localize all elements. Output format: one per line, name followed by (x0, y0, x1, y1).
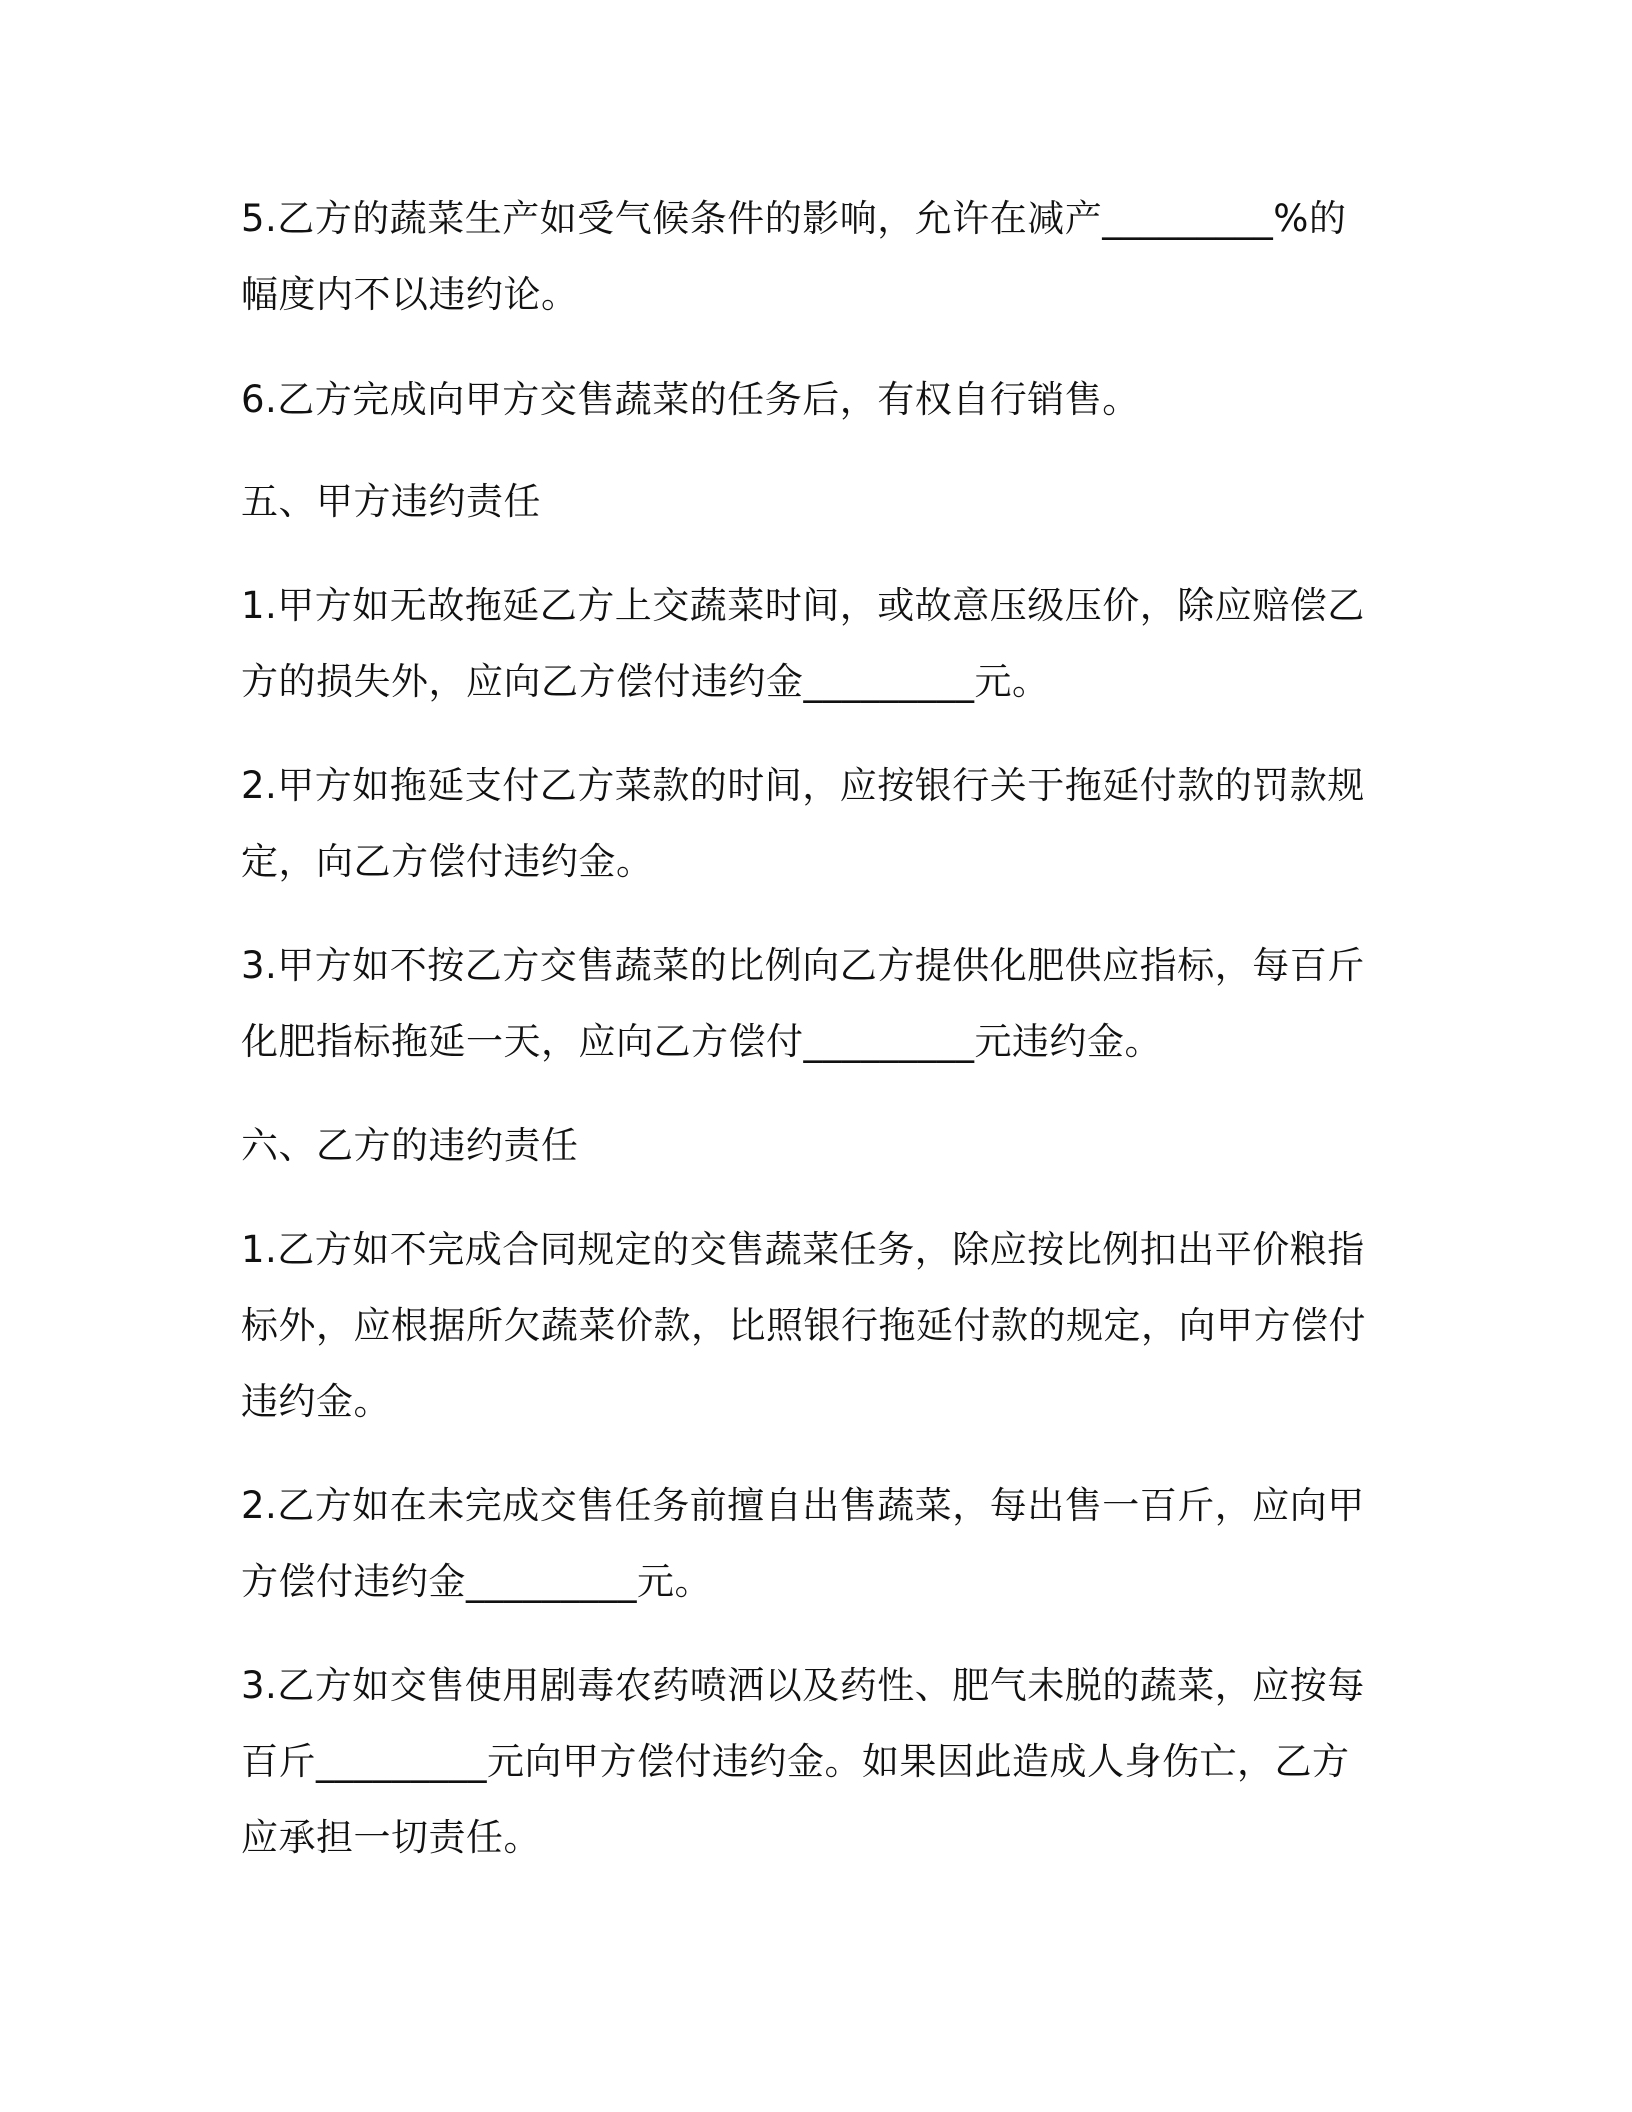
party-a-clause-3-line-1: 3.甲方如不按乙方交售蔬菜的比例向乙方提供化肥供应指标，每百斤 (241, 944, 1365, 987)
party-b-clause-1-line-3: 违约金。 (241, 1380, 391, 1423)
party-a-clause-2-line-2: 定，向乙方偿付违约金。 (241, 840, 654, 883)
party-b-clause-2-line-1: 2.乙方如在未完成交售任务前擅自出售蔬菜，每出售一百斤，应向甲 (241, 1484, 1365, 1527)
party-b-clause-2-line-2: 方偿付违约金_________元。 (241, 1560, 712, 1603)
clause-5-line-1: 5.乙方的蔬菜生产如受气候条件的影响，允许在减产_________%的 (241, 197, 1347, 240)
section-6-heading: 六、乙方的违约责任 (241, 1124, 579, 1167)
party-a-clause-1-line-1: 1.甲方如无故拖延乙方上交蔬菜时间，或故意压级压价，除应赔偿乙 (241, 584, 1365, 627)
party-b-clause-1-line-2: 标外，应根据所欠蔬菜价款，比照银行拖延付款的规定，向甲方偿付 (241, 1304, 1366, 1347)
party-a-clause-3-line-2: 化肥指标拖延一天，应向乙方偿付_________元违约金。 (241, 1020, 1162, 1063)
party-a-clause-2-line-1: 2.甲方如拖延支付乙方菜款的时间，应按银行关于拖延付款的罚款规 (241, 764, 1365, 807)
party-b-clause-3-line-1: 3.乙方如交售使用剧毒农药喷洒以及药性、肥气未脱的蔬菜，应按每 (241, 1664, 1365, 1707)
clause-5-line-2: 幅度内不以违约论。 (241, 273, 579, 316)
party-b-clause-3-line-2: 百斤_________元向甲方偿付违约金。如果因此造成人身伤亡，乙方 (241, 1740, 1350, 1783)
party-b-clause-3-line-3: 应承担一切责任。 (241, 1816, 541, 1859)
clause-6: 6.乙方完成向甲方交售蔬菜的任务后，有权自行销售。 (241, 378, 1140, 421)
section-5-heading: 五、甲方违约责任 (241, 480, 541, 523)
party-a-clause-1-line-2: 方的损失外，应向乙方偿付违约金_________元。 (241, 660, 1050, 703)
party-b-clause-1-line-1: 1.乙方如不完成合同规定的交售蔬菜任务，除应按比例扣出平价粮指 (241, 1228, 1365, 1271)
